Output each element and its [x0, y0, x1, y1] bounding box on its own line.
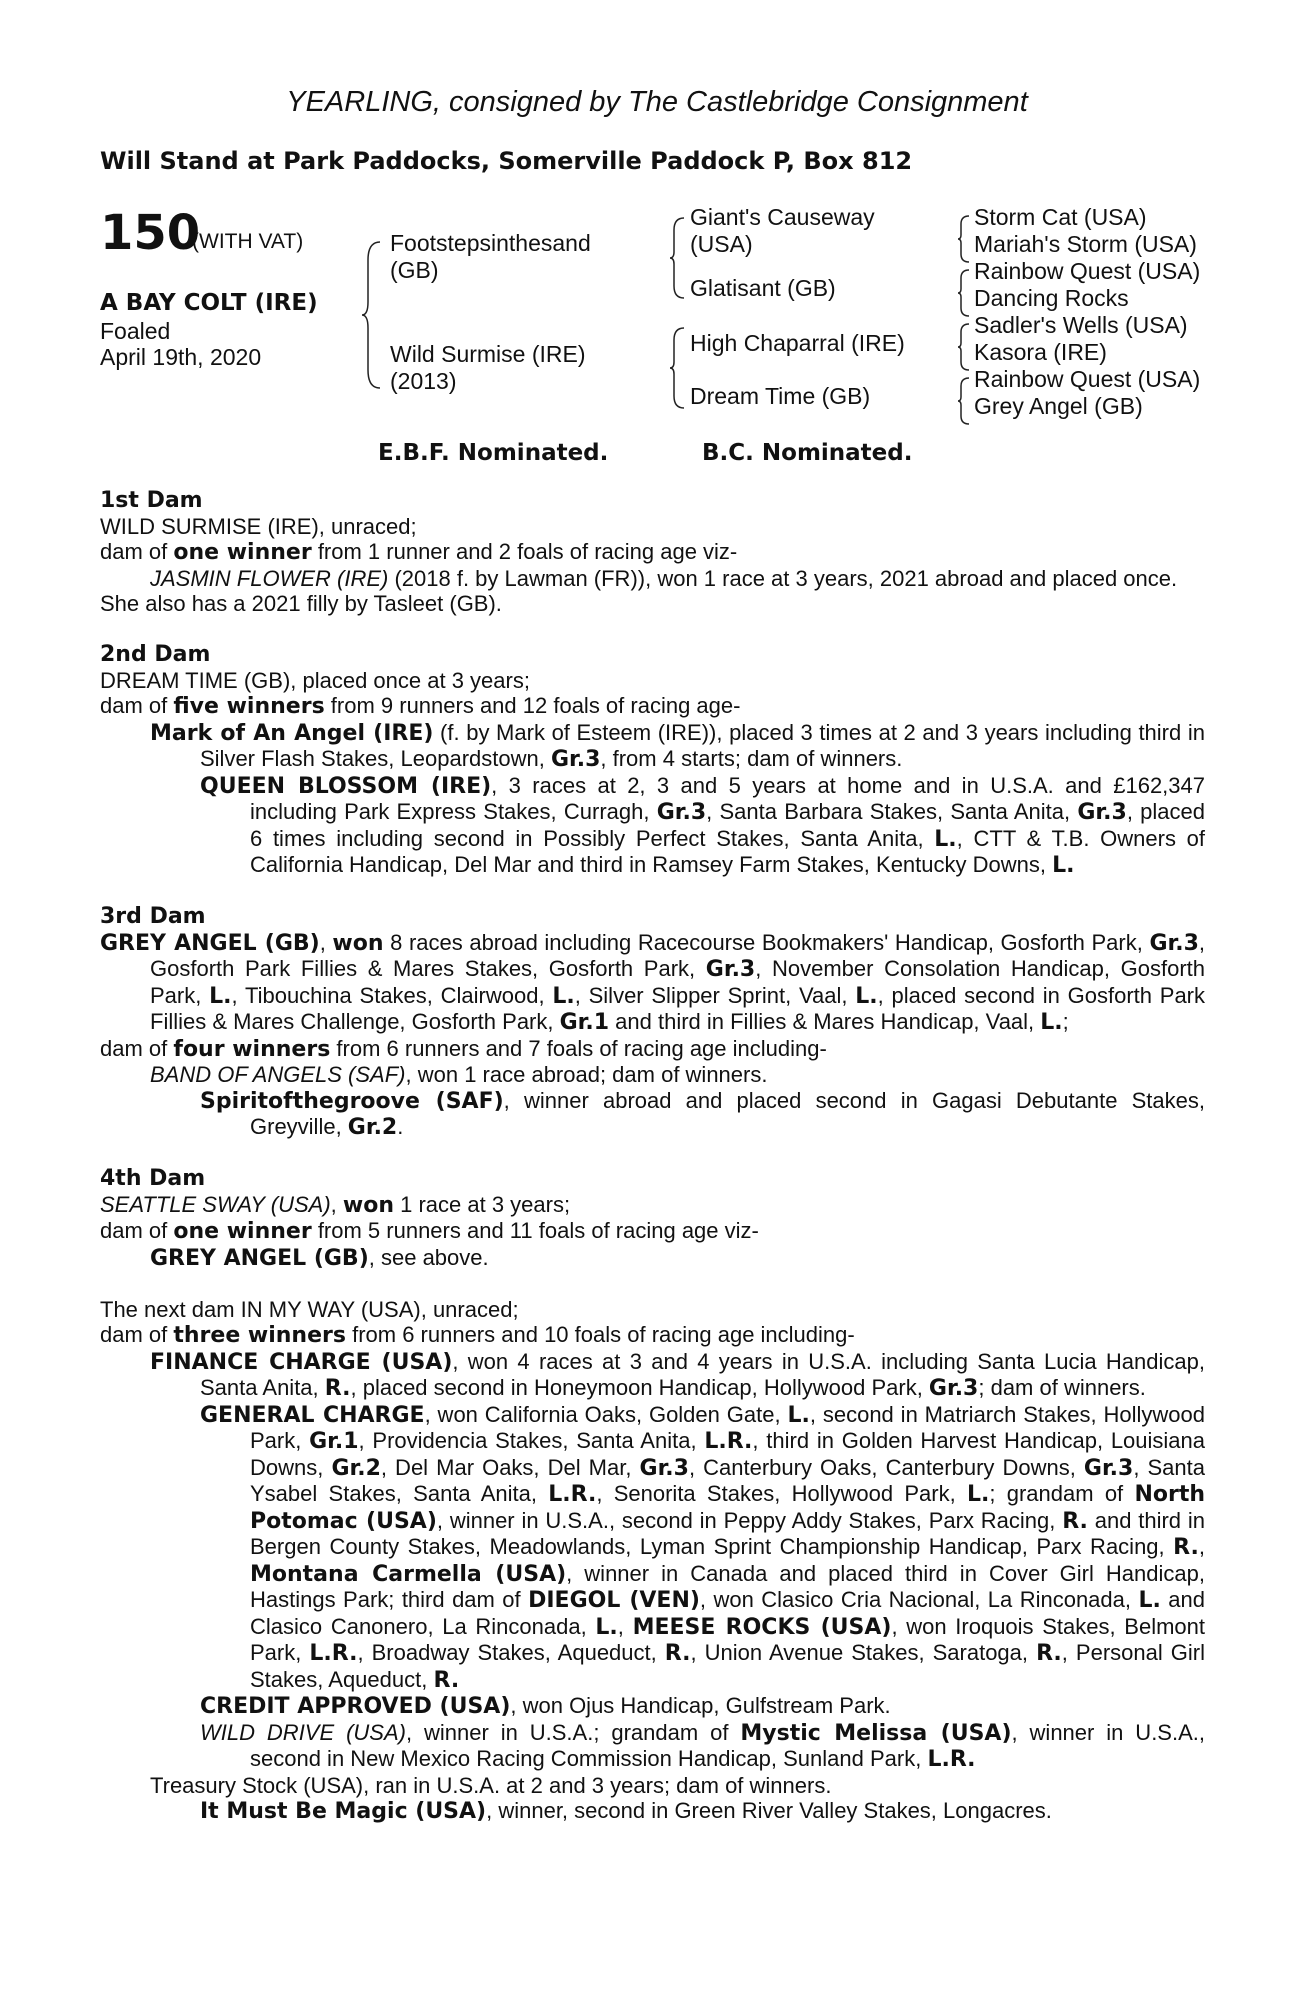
second-dam-heading: 2nd Dam	[100, 642, 211, 667]
pedigree-brace-ds	[956, 322, 972, 372]
seattle-sway-entry: SEATTLE SWAY (USA), won 1 race at 3 years;	[100, 1191, 571, 1218]
pedigree-sire-sire: Giant's Causeway (USA)	[690, 204, 875, 257]
general-charge-entry: GENERAL CHARGE, won California Oaks, Golden Gate, L., second in Matriarch Stakes, Hollywood Park, Gr.1, Providencia Stakes, Santa Anita, L.R., third in Golden Harvest Handicap, Louisiana Downs, Gr.2, Del Mar Oaks, Del Mar, Gr.3, Canterbury Oaks, Canterbury Downs, Gr.3, Santa Ysabel Stakes, Santa Anita, L.R., Senorita Stakes, Hollywood Park, L.; grandam of North Potomac (USA), winner in U.S.A., second in Peppy Addy Stakes, Parx Racing, R. and third in Bergen County Stakes, Meadowlands, Lyman Sprint Championship Handicap, Parx Racing, R., Montana Carmella (USA), winner in Canada and placed third in Cover Girl Handicap, Hastings Park; third dam of DIEGOL (VEN), won Clasico Cria Nacional, La Rinconada, L. and Clasico Canonero, La Rinconada, L., MEESE ROCKS (USA), won Iroquois Stakes, Belmont Park, L.R., Broadway Stakes, Aqueduct, R., Union Avenue Stakes, Saratoga, R., Personal Girl Stakes, Aqueduct, R.	[200, 1401, 1206, 1693]
first-dam-note: She also has a 2021 filly by Tasleet (GB).	[100, 591, 502, 616]
pedigree-brace-sd	[956, 268, 972, 318]
pedigree-sire: Footstepsinthesand (GB)	[390, 230, 591, 283]
finance-charge-entry: FINANCE CHARGE (USA), won 4 races at 3 and 4 years in U.S.A. including Santa Lucia Handicap, Santa Anita, R., placed second in Honeymoon Handicap, Hollywood Park, Gr.3; dam of winners.	[150, 1348, 1205, 1401]
pedigree-brace-dam	[668, 326, 688, 410]
pedigree-dam-dam: Dream Time (GB)	[690, 383, 871, 409]
grey-angel-reference: GREY ANGEL (GB), see above.	[150, 1244, 489, 1271]
pedigree-dam: Wild Surmise (IRE) (2013)	[390, 341, 586, 394]
jasmin-flower-entry: JASMIN FLOWER (IRE) (2018 f. by Lawman (FR)), won 1 race at 3 years, 2021 abroad and placed once.	[150, 565, 1178, 591]
stand-location: Will Stand at Park Paddocks, Somerville Paddock P, Box 812	[100, 147, 913, 175]
second-dam-produce: dam of five winners from 9 runners and 12 foals of racing age-	[100, 693, 741, 719]
wild-drive-entry: WILD DRIVE (USA), winner in U.S.A.; grandam of Mystic Melissa (USA), winner in U.S.A., second in New Mexico Racing Commission Handicap, Sunland Park, L.R.	[200, 1719, 1205, 1772]
it-must-be-magic-entry: It Must Be Magic (USA), winner, second in Green River Valley Stakes, Longacres.	[200, 1798, 1052, 1824]
third-dam-heading: 3rd Dam	[100, 904, 206, 929]
mark-of-an-angel-entry: Mark of An Angel (IRE) (f. by Mark of Esteem (IRE)), placed 3 times at 2 and 3 years including third in Silver Flash Stakes, Leopardstown, Gr.3, from 4 starts; dam of winners.	[150, 719, 1205, 772]
next-dam-line: The next dam IN MY WAY (USA), unraced;	[100, 1296, 519, 1322]
produce-record	[100, 488, 1205, 1825]
pedigree-brace-sire	[668, 216, 688, 300]
lot-title: A BAY COLT (IRE)	[100, 290, 318, 316]
first-dam-heading: 1st Dam	[100, 488, 203, 513]
pedigree-sire-dam: Glatisant (GB)	[690, 275, 836, 301]
lot-number: 150	[100, 205, 201, 261]
fourth-dam-produce: dam of one winner from 5 runners and 11 foals of racing age viz-	[100, 1218, 759, 1244]
second-dam-line: DREAM TIME (GB), placed once at 3 years;	[100, 667, 530, 693]
fourth-dam-heading: 4th Dam	[100, 1166, 206, 1191]
pedigree-brace-ss	[956, 214, 972, 264]
first-dam-produce: dam of one winner from 1 runner and 2 foals of racing age viz-	[100, 539, 738, 565]
queen-blossom-entry: QUEEN BLOSSOM (IRE), 3 races at 2, 3 and 5 years at home and in U.S.A. and £162,347 including Park Express Stakes, Curragh, Gr.3, Santa Barbara Stakes, Santa Anita, Gr.3, placed 6 times including second in Possibly Perfect Stakes, Santa Anita, L., CTT & T.B. Owners of California Handicap, Del Mar and third in Ramsey Farm Stakes, Kentucky Downs, L.	[200, 772, 1205, 878]
pedigree-ss-parents: Storm Cat (USA) Mariah's Storm (USA)	[974, 204, 1197, 257]
pedigree-brace-dd	[956, 376, 972, 426]
catalogue-header: YEARLING, consigned by The Castlebridge Consignment	[286, 86, 1028, 118]
bc-nomination: B.C. Nominated.	[702, 440, 913, 466]
ebf-nomination: E.B.F. Nominated.	[378, 440, 609, 466]
pedigree-dd-parents: Rainbow Quest (USA) Grey Angel (GB)	[974, 366, 1201, 419]
pedigree-ds-parents: Sadler's Wells (USA) Kasora (IRE)	[974, 312, 1188, 365]
spiritofthegroove-entry: Spiritofthegroove (SAF), winner abroad and placed second in Gagasi Debutante Stakes, Greyville, Gr.2.	[200, 1087, 1205, 1140]
pedigree-sd-parents: Rainbow Quest (USA) Dancing Rocks	[974, 258, 1201, 311]
foaled-date: April 19th, 2020	[100, 344, 262, 370]
treasury-stock-entry: Treasury Stock (USA), ran in U.S.A. at 2 and 3 years; dam of winners.	[150, 1772, 832, 1798]
vat-note: (WITH VAT)	[192, 230, 304, 253]
band-of-angels-entry: BAND OF ANGELS (SAF), won 1 race abroad; dam of winners.	[150, 1062, 768, 1087]
pedigree-brace-main	[360, 240, 384, 390]
foaled-label: Foaled	[100, 318, 171, 344]
credit-approved-entry: CREDIT APPROVED (USA), won Ojus Handicap, Gulfstream Park.	[200, 1693, 891, 1719]
pedigree-dam-sire: High Chaparral (IRE)	[690, 330, 905, 356]
third-dam-produce: dam of four winners from 6 runners and 7 foals of racing age including-	[100, 1035, 827, 1062]
first-dam-line: WILD SURMISE (IRE), unraced;	[100, 513, 417, 539]
next-dam-produce: dam of three winners from 6 runners and 10 foals of racing age including-	[100, 1322, 855, 1348]
grey-angel-entry: GREY ANGEL (GB), won 8 races abroad including Racecourse Bookmakers' Handicap, Gosforth Park, Gr.3, Gosforth Park Fillies & Mares Stakes, Gosforth Park, Gr.3, November Consolation Handicap, Gosforth Park, L., Tibouchina Stakes, Clairwood, L., Silver Slipper Sprint, Vaal, L., placed second in Gosforth Park Fillies & Mares Challenge, Gosforth Park, Gr.1 and third in Fillies & Mares Handicap, Vaal, L.;	[100, 929, 1206, 1035]
